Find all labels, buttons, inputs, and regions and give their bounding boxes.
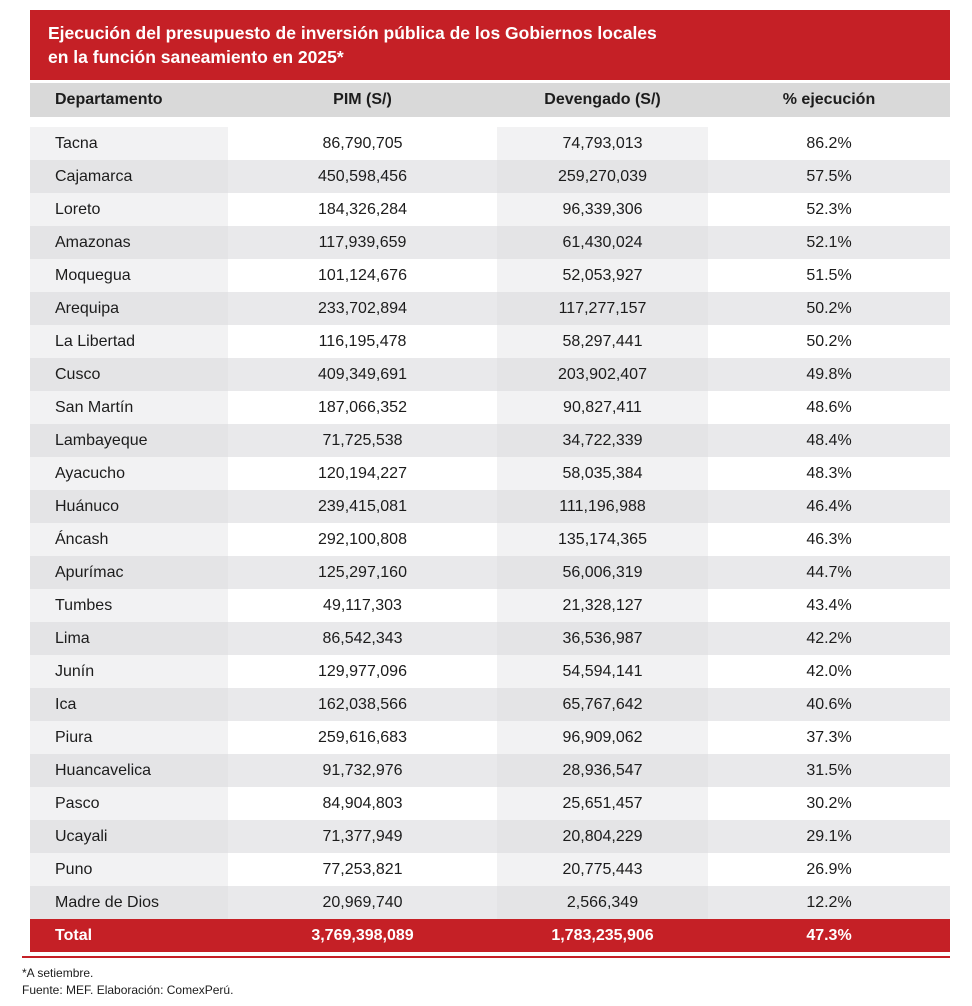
table-row bbox=[30, 721, 950, 754]
department-cell: San Martín bbox=[30, 391, 228, 424]
table-row bbox=[30, 226, 950, 259]
ejecucion-cell: 42.0% bbox=[708, 655, 950, 688]
devengado-cell: 203,902,407 bbox=[497, 358, 708, 391]
department-cell: Ica bbox=[30, 688, 228, 721]
table-row bbox=[30, 688, 950, 721]
devengado-cell: 74,793,013 bbox=[497, 127, 708, 160]
ejecucion-cell: 86.2% bbox=[708, 127, 950, 160]
table-row bbox=[30, 424, 950, 457]
table-row bbox=[30, 754, 950, 787]
table-row bbox=[30, 160, 950, 193]
table-row bbox=[30, 325, 950, 358]
ejecucion-cell: 29.1% bbox=[708, 820, 950, 853]
ejecucion-cell: 50.2% bbox=[708, 292, 950, 325]
pim-cell: 162,038,566 bbox=[228, 688, 497, 721]
table-row bbox=[30, 457, 950, 490]
department-cell: Lambayeque bbox=[30, 424, 228, 457]
footnote-source: Fuente: MEF. Elaboración: ComexPerú. bbox=[22, 983, 234, 997]
pim-cell: 184,326,284 bbox=[228, 193, 497, 226]
pim-cell: 71,725,538 bbox=[228, 424, 497, 457]
ejecucion-cell: 43.4% bbox=[708, 589, 950, 622]
table-title-line1: Ejecución del presupuesto de inversión pública de los Gobiernos locales bbox=[48, 23, 657, 43]
devengado-cell: 56,006,319 bbox=[497, 556, 708, 589]
department-cell: Tacna bbox=[30, 127, 228, 160]
department-cell: Huancavelica bbox=[30, 754, 228, 787]
devengado-cell: 2,566,349 bbox=[497, 886, 708, 919]
ejecucion-cell: 46.3% bbox=[708, 523, 950, 556]
table-row bbox=[30, 127, 950, 160]
department-cell: Cajamarca bbox=[30, 160, 228, 193]
department-cell: Apurímac bbox=[30, 556, 228, 589]
devengado-cell: 117,277,157 bbox=[497, 292, 708, 325]
ejecucion-cell: 48.6% bbox=[708, 391, 950, 424]
total-row bbox=[30, 919, 950, 952]
devengado-cell: 61,430,024 bbox=[497, 226, 708, 259]
department-cell: Tumbes bbox=[30, 589, 228, 622]
pim-cell: 71,377,949 bbox=[228, 820, 497, 853]
department-cell: Moquegua bbox=[30, 259, 228, 292]
devengado-cell: 58,297,441 bbox=[497, 325, 708, 358]
table-header-row bbox=[30, 83, 950, 117]
department-cell: Loreto bbox=[30, 193, 228, 226]
devengado-cell: 20,804,229 bbox=[497, 820, 708, 853]
footnote-period: *A setiembre. bbox=[22, 966, 94, 980]
pim-cell: 233,702,894 bbox=[228, 292, 497, 325]
department-cell: Áncash bbox=[30, 523, 228, 556]
table-row bbox=[30, 292, 950, 325]
ejecucion-cell: 57.5% bbox=[708, 160, 950, 193]
department-cell: Huánuco bbox=[30, 490, 228, 523]
total-ejecucion: 47.3% bbox=[806, 926, 852, 944]
table-row bbox=[30, 655, 950, 688]
devengado-cell: 20,775,443 bbox=[497, 853, 708, 886]
devengado-cell: 25,651,457 bbox=[497, 787, 708, 820]
pim-cell: 91,732,976 bbox=[228, 754, 497, 787]
ejecucion-cell: 46.4% bbox=[708, 490, 950, 523]
total-devengado: 1,783,235,906 bbox=[551, 926, 654, 944]
column-header-pim: PIM (S/) bbox=[333, 91, 392, 108]
table-row bbox=[30, 523, 950, 556]
footer-divider bbox=[22, 956, 950, 958]
ejecucion-cell: 12.2% bbox=[708, 886, 950, 919]
table-row bbox=[30, 853, 950, 886]
ejecucion-cell: 48.4% bbox=[708, 424, 950, 457]
devengado-cell: 96,909,062 bbox=[497, 721, 708, 754]
pim-cell: 77,253,821 bbox=[228, 853, 497, 886]
department-cell: Ayacucho bbox=[30, 457, 228, 490]
devengado-cell: 96,339,306 bbox=[497, 193, 708, 226]
total-pim: 3,769,398,089 bbox=[311, 926, 414, 944]
ejecucion-cell: 26.9% bbox=[708, 853, 950, 886]
table-row bbox=[30, 886, 950, 919]
devengado-cell: 21,328,127 bbox=[497, 589, 708, 622]
ejecucion-cell: 50.2% bbox=[708, 325, 950, 358]
ejecucion-cell: 52.1% bbox=[708, 226, 950, 259]
column-header-devengado: Devengado (S/) bbox=[544, 91, 661, 108]
footnotes bbox=[22, 965, 950, 999]
department-cell: La Libertad bbox=[30, 325, 228, 358]
ejecucion-cell: 40.6% bbox=[708, 688, 950, 721]
table-title-line2: en la función saneamiento en 2025* bbox=[48, 47, 344, 67]
pim-cell: 129,977,096 bbox=[228, 655, 497, 688]
ejecucion-cell: 48.3% bbox=[708, 457, 950, 490]
devengado-cell: 34,722,339 bbox=[497, 424, 708, 457]
pim-cell: 86,542,343 bbox=[228, 622, 497, 655]
devengado-cell: 36,536,987 bbox=[497, 622, 708, 655]
ejecucion-cell: 42.2% bbox=[708, 622, 950, 655]
devengado-cell: 52,053,927 bbox=[497, 259, 708, 292]
pim-cell: 49,117,303 bbox=[228, 589, 497, 622]
column-header-departamento: Departamento bbox=[55, 91, 163, 108]
budget-execution-table-card bbox=[22, 10, 950, 999]
devengado-cell: 111,196,988 bbox=[497, 490, 708, 523]
department-cell: Cusco bbox=[30, 358, 228, 391]
pim-cell: 292,100,808 bbox=[228, 523, 497, 556]
department-cell: Lima bbox=[30, 622, 228, 655]
table-row bbox=[30, 391, 950, 424]
devengado-cell: 90,827,411 bbox=[497, 391, 708, 424]
devengado-cell: 259,270,039 bbox=[497, 160, 708, 193]
ejecucion-cell: 37.3% bbox=[708, 721, 950, 754]
ejecucion-cell: 51.5% bbox=[708, 259, 950, 292]
table-row bbox=[30, 193, 950, 226]
ejecucion-cell: 30.2% bbox=[708, 787, 950, 820]
table-row bbox=[30, 589, 950, 622]
devengado-cell: 65,767,642 bbox=[497, 688, 708, 721]
devengado-cell: 54,594,141 bbox=[497, 655, 708, 688]
table-row bbox=[30, 622, 950, 655]
devengado-cell: 58,035,384 bbox=[497, 457, 708, 490]
table-title bbox=[30, 10, 950, 80]
pim-cell: 187,066,352 bbox=[228, 391, 497, 424]
pim-cell: 86,790,705 bbox=[228, 127, 497, 160]
ejecucion-cell: 49.8% bbox=[708, 358, 950, 391]
department-cell: Amazonas bbox=[30, 226, 228, 259]
table-row bbox=[30, 358, 950, 391]
pim-cell: 450,598,456 bbox=[228, 160, 497, 193]
ejecucion-cell: 31.5% bbox=[708, 754, 950, 787]
department-cell: Pasco bbox=[30, 787, 228, 820]
department-cell: Piura bbox=[30, 721, 228, 754]
total-label: Total bbox=[55, 926, 93, 944]
ejecucion-cell: 44.7% bbox=[708, 556, 950, 589]
pim-cell: 120,194,227 bbox=[228, 457, 497, 490]
table-row bbox=[30, 259, 950, 292]
department-cell: Ucayali bbox=[30, 820, 228, 853]
table-body bbox=[30, 127, 950, 919]
table-row bbox=[30, 820, 950, 853]
table-row bbox=[30, 556, 950, 589]
pim-cell: 20,969,740 bbox=[228, 886, 497, 919]
pim-cell: 239,415,081 bbox=[228, 490, 497, 523]
pim-cell: 125,297,160 bbox=[228, 556, 497, 589]
department-cell: Arequipa bbox=[30, 292, 228, 325]
pim-cell: 101,124,676 bbox=[228, 259, 497, 292]
column-header-ejecucion: % ejecución bbox=[782, 91, 876, 108]
table-row bbox=[30, 787, 950, 820]
pim-cell: 259,616,683 bbox=[228, 721, 497, 754]
table-row bbox=[30, 490, 950, 523]
department-cell: Madre de Dios bbox=[30, 886, 228, 919]
ejecucion-cell: 52.3% bbox=[708, 193, 950, 226]
devengado-cell: 28,936,547 bbox=[497, 754, 708, 787]
department-cell: Puno bbox=[30, 853, 228, 886]
department-cell: Junín bbox=[30, 655, 228, 688]
pim-cell: 116,195,478 bbox=[228, 325, 497, 358]
devengado-cell: 135,174,365 bbox=[497, 523, 708, 556]
pim-cell: 117,939,659 bbox=[228, 226, 497, 259]
pim-cell: 84,904,803 bbox=[228, 787, 497, 820]
pim-cell: 409,349,691 bbox=[228, 358, 497, 391]
